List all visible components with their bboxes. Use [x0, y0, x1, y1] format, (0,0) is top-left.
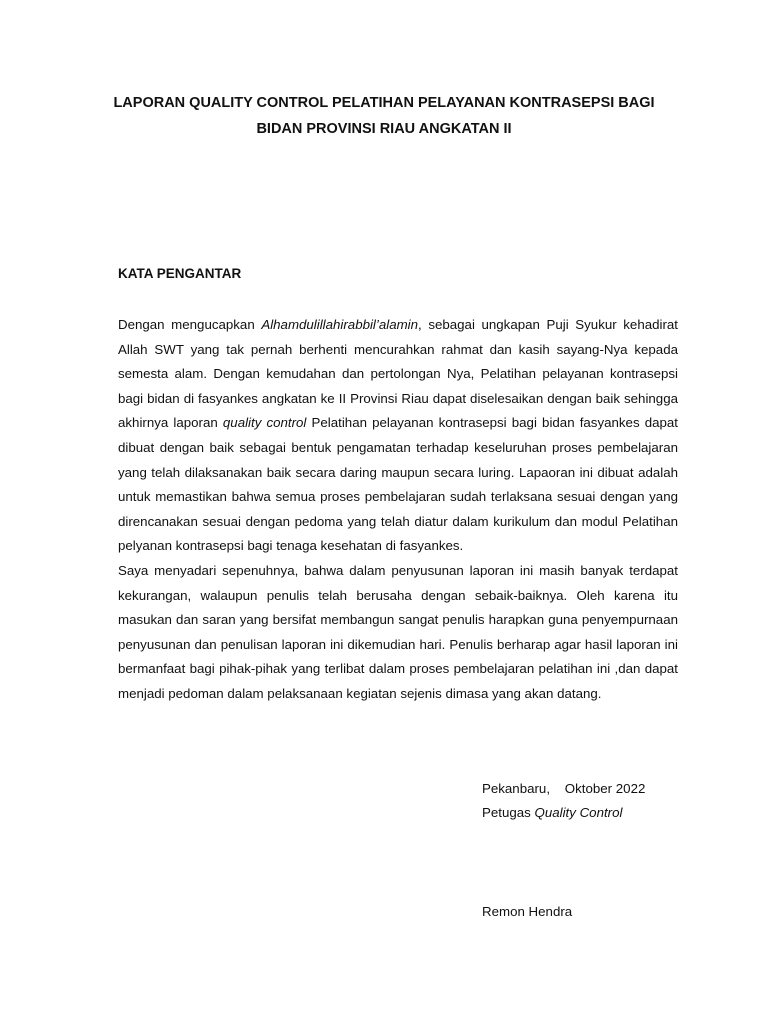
- document-title-line-2: BIDAN PROVINSI RIAU ANGKATAN II: [256, 121, 512, 137]
- signature-place-date: Pekanbaru, Oktober 2022: [482, 781, 646, 796]
- paragraph-1-part-2: , sebagai ungkapan Puji Syukur kehadirat Allah SWT yang tak pernah berhenti mencurahkan rahmat dan kasih sayang-Nya kepada semesta alam. Dengan kemudahan dan pertolongan Nya, Pelatihan pelayanan kontrasepsi bagi bidan di fasyankes angkatan ke II Provinsi Riau dapat diselesaikan dengan baik sehingga akhirnya laporan: [118, 317, 678, 431]
- signature-role-italic: Quality Control: [534, 805, 623, 820]
- paragraph-1-part-3: Pelatihan pelayanan kontrasepsi bagi bidan fasyankes dapat dibuat dengan baik sebagai bentuk pengamatan terhadap keseluruhan proses pembelajaran yang telah dilaksanakan baik secara daring maupun secara luring. Lapaoran ini dibuat adalah untuk memastikan bahwa semua proses pembelajaran sudah terlaksana sesuai dengan yang direncanakan sesuai dengan pedoma yang telah diatur dalam kurikulum dan modul Pelatihan pelyanan kontrasepsi bagi tenaga kesehatan di fasyankes.: [118, 415, 679, 554]
- document-title-line-1: LAPORAN QUALITY CONTROL PELATIHAN PELAYANAN KONTRASEPSI BAGI: [113, 95, 655, 111]
- paragraph-1-italic-2: quality control: [222, 415, 307, 431]
- paragraph-2: Saya menyadari sepenuhnya, bahwa dalam penyusunan laporan ini masih banyak terdapat kekurangan, walaupun penulis telah berusaha dengan sebaik-baiknya. Oleh karena itu masukan dan saran yang bersifat membangun sangat penulis harapkan guna penyempurnaan penyusunan dan penulisan laporan ini dikemudian hari. Penulis berharap agar hasil laporan ini bermanfaat bagi pihak-pihak yang terlibat dalam proses pembelajaran pelatihan ini ,dan dapat menjadi pedoman dalam pelaksanaan kegiatan sejenis dimasa yang akan datang.: [118, 562, 678, 701]
- signature-role-prefix: Petugas: [482, 805, 535, 820]
- paragraph-1: [118, 313, 678, 559]
- paragraph-1-part-1: Dengan mengucapkan: [118, 317, 262, 332]
- body-text: [118, 313, 678, 707]
- document-title: [60, 90, 708, 142]
- signature-block: [482, 777, 645, 825]
- signer-name: Remon Hendra: [482, 904, 573, 919]
- section-heading: KATA PENGANTAR: [118, 266, 242, 281]
- paragraph-1-italic-1: Alhamdulillahirabbil’alamin: [261, 317, 419, 332]
- signature-role: [482, 801, 645, 825]
